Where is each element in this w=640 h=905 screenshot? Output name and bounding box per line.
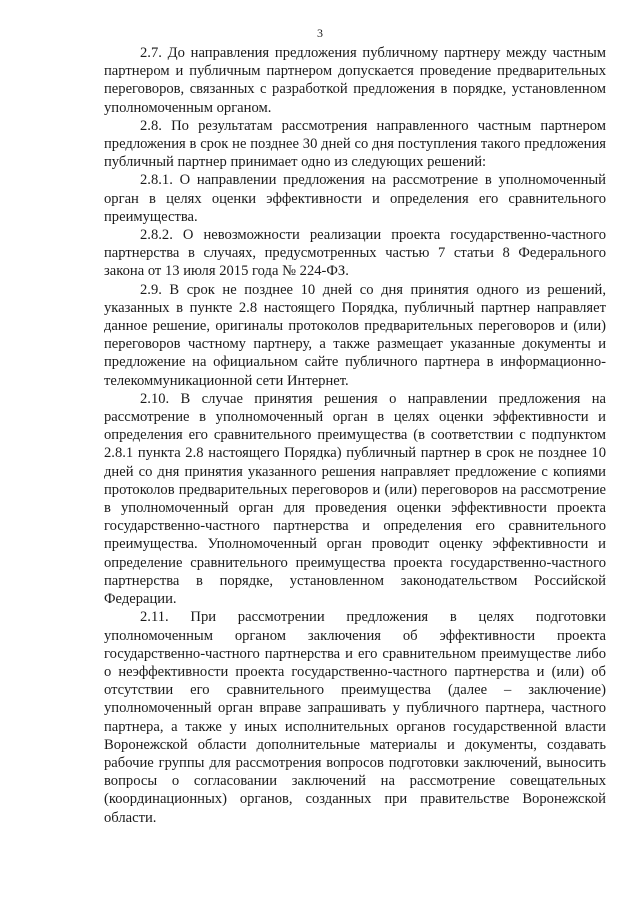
paragraph-2-11: 2.11. При рассмотрении предложения в целях подготовки уполномоченным органом заключения об эффективности проекта государственно-частного партнерства и его сравнительном преимуществе либо о неэффективности проекта государственно-частного партнерства и (или) об отсутствии его сравнительного преимущества (далее – заключение) уполномоченный орган вправе запрашивать у публичного партнера, частного партнера, а также у иных исполнительных органов государственной власти Воронежской области дополнительные материалы и документы, создавать рабочие группы для рассмотрения вопросов подготовки заключений, выносить вопросы о согласовании заключений на рассмотрение совещательных (координационных) органов, созданных при правительстве Воронежской области.	[104, 609, 606, 826]
paragraph-2-9: 2.9. В срок не позднее 10 дней со дня принятия одного из решений, указанных в пункте 2.8 настоящего Порядка, публичный партнер направляет данное решение, оригиналы протоколов предварительных переговоров и (или) переговоров частному партнеру, а также размещает указанные документы и предложение на официальном сайте публичного партнера в информационно-телекоммуникационной сети Интернет.	[104, 281, 606, 389]
page-number: 3	[317, 26, 323, 40]
paragraph-2-8: 2.8. По результатам рассмотрения направленного частным партнером предложения в срок не позднее 30 дней со дня поступления такого предложения публичный партнер принимает одно из следующих решений:	[104, 117, 606, 171]
paragraph-2-7: 2.7. До направления предложения публичному партнеру между частным партнером и публичным партнером допускается проведение предварительных переговоров, связанных с разработкой предложения в порядке, установленном уполномоченным органом.	[104, 45, 606, 116]
document-body	[104, 44, 606, 827]
paragraph-2-10: 2.10. В случае принятия решения о направлении предложения на рассмотрение в уполномоченный орган в целях оценки эффективности и определения его сравнительного преимущества (в соответствии с подпунктом 2.8.1 пункта 2.8 настоящего Порядка) публичный партнер в срок не позднее 10 дней со дня принятия указанного решения направляет предложение с копиями протоколов предварительных переговоров и (или) переговоров на рассмотрение в уполномоченный орган для проведения оценки эффективности проекта государственно-частного партнерства и определения его сравнительного преимущества. Уполномоченный орган проводит оценку эффективности и определение сравнительного преимущества проекта государственно-частного партнерства в порядке, установленном законодательством Российской Федерации.	[104, 390, 606, 608]
paragraph-2-8-1: 2.8.1. О направлении предложения на рассмотрение в уполномоченный орган в целях оценки эффективности и определения его сравнительного преимущества.	[104, 172, 606, 225]
paragraph-2-8-2: 2.8.2. О невозможности реализации проекта государственно-частного партнерства в случаях, предусмотренных частью 7 статьи 8 Федерального закона от 13 июля 2015 года № 224-ФЗ.	[104, 227, 606, 280]
